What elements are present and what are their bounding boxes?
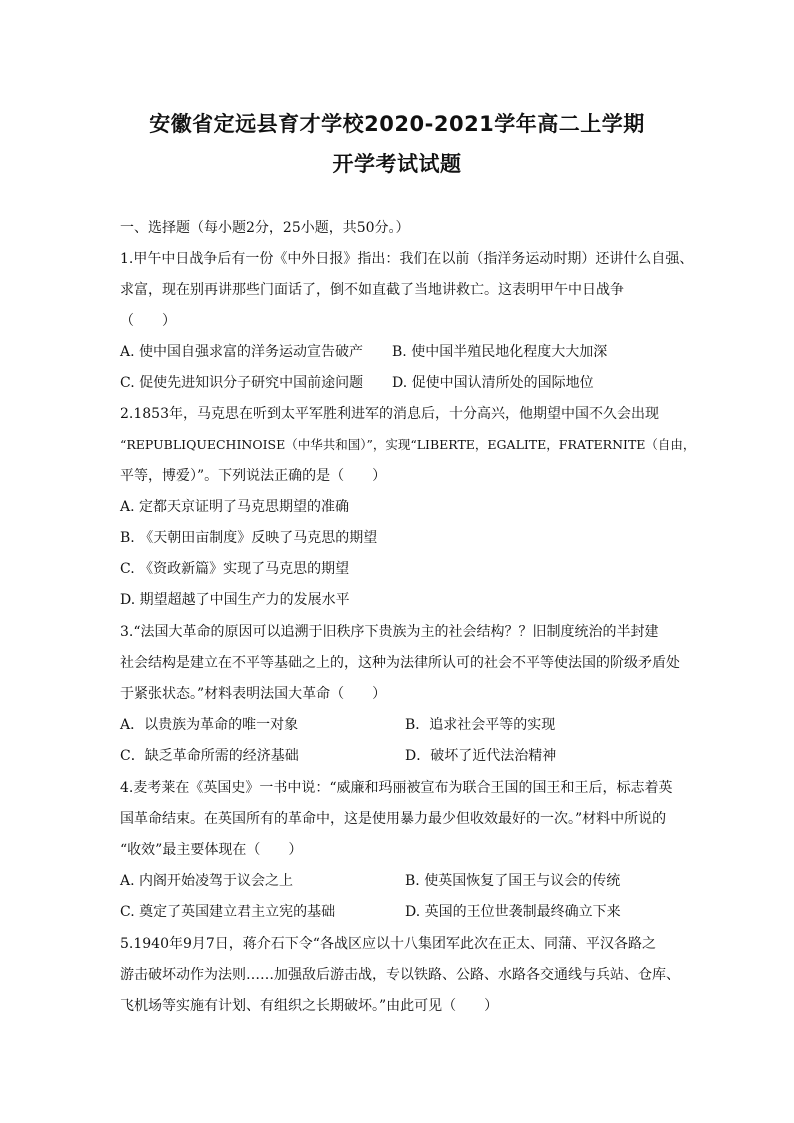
q3-option-c: C．缺乏革命所需的经济基础 [120, 748, 299, 764]
section-heading: 一、选择题（每小题2分，25小题，共50分。） [120, 220, 410, 236]
q2-option-c: C. 《资政新篇》实现了马克思的期望 [120, 561, 350, 577]
exam-subtitle: 开学考试试题 [332, 152, 462, 176]
q1-stem-line1: 1.甲午中日战争后有一份《中外日报》指出：我们在以前（指洋务运动时期）还讲什么自强、 [120, 251, 694, 267]
q3-option-a: A．以贵族为革命的唯一对象 [120, 717, 299, 733]
q3-stem-line3: 于紧张状态。”材料表明法国大革命（ ） [120, 686, 387, 702]
q2-stem-line1: 2.1853年，马克思在听到太平军胜利进军的消息后，十分高兴，他期望中国不久会出现 [120, 406, 659, 422]
q4-option-b: B. 使英国恢复了国王与议会的传统 [405, 873, 621, 889]
q3-option-b: B．追求社会平等的实现 [405, 717, 556, 733]
q4-stem-line2: 国革命结束。在英国所有的革命中，这是使用暴力最少但收效最好的一次。”材料中所说的 [120, 811, 667, 827]
q4-option-d: D. 英国的王位世袭制最终确立下来 [405, 904, 621, 920]
q2-stem-line3: 平等，博爱）”。下列说法正确的是（ ） [120, 468, 387, 484]
q1-stem-line3: （ ） [120, 313, 176, 329]
q5-stem-line1: 5.1940年9月7日，蒋介石下令“各战区应以十八集团军此次在正太、同蒲、平汉各路之 [120, 936, 656, 952]
q2-option-d: D. 期望超越了中国生产力的发展水平 [120, 592, 350, 608]
q2-option-b: B. 《天朝田亩制度》反映了马克思的期望 [120, 530, 378, 546]
q4-stem-line3: “收效”最主要体现在（ ） [120, 842, 303, 858]
q2-option-a: A. 定都天京证明了马克思期望的准确 [120, 499, 350, 515]
q3-stem-line1: 3.“法国大革命的原因可以追溯于旧秩序下贵族为主的社会结构？？旧制度统治的半封建 [120, 624, 659, 640]
q1-option-d: D. 促使中国认清所处的国际地位 [392, 375, 594, 391]
exam-title: 安徽省定远县育才学校2020-2021学年高二上学期 [149, 112, 645, 136]
q4-option-c: C. 奠定了英国建立君主立宪的基础 [120, 904, 336, 920]
q2-stem-line2: “REPUBLIQUECHINOISE（中华共和国）”，实现“LIBERTE，EGALITE，FRATERNITE（自由， [120, 437, 696, 452]
q1-option-b: B. 使中国半殖民地化程度大大加深 [392, 344, 608, 360]
q1-option-c: C. 促使先进知识分子研究中国前途问题 [120, 375, 364, 391]
q5-stem-line2: 游击破坏动作为法则……加强敌后游击战，专以铁路、公路、水路各交通线与兵站、仓库、 [120, 967, 680, 983]
q1-option-a: A. 使中国自强求富的洋务运动宣告破产 [120, 344, 364, 360]
q4-stem-line1: 4.麦考莱在《英国史》一书中说：“威廉和玛丽被宣布为联合王国的国王和王后，标志着英 [120, 780, 673, 796]
q5-stem-line3: 飞机场等实施有计划、有组织之长期破坏。”由此可见（ ） [120, 998, 499, 1014]
q3-option-d: D．破坏了近代法治精神 [405, 748, 557, 764]
q3-stem-line2: 社会结构是建立在不平等基础之上的，这种为法律所认可的社会不平等使法国的阶级矛盾处 [120, 655, 680, 671]
q4-option-a: A. 内阁开始凌驾于议会之上 [120, 873, 294, 889]
q1-stem-line2: 求富，现在别再讲那些门面话了，倒不如直截了当地讲救亡。这表明甲午中日战争 [120, 282, 624, 298]
